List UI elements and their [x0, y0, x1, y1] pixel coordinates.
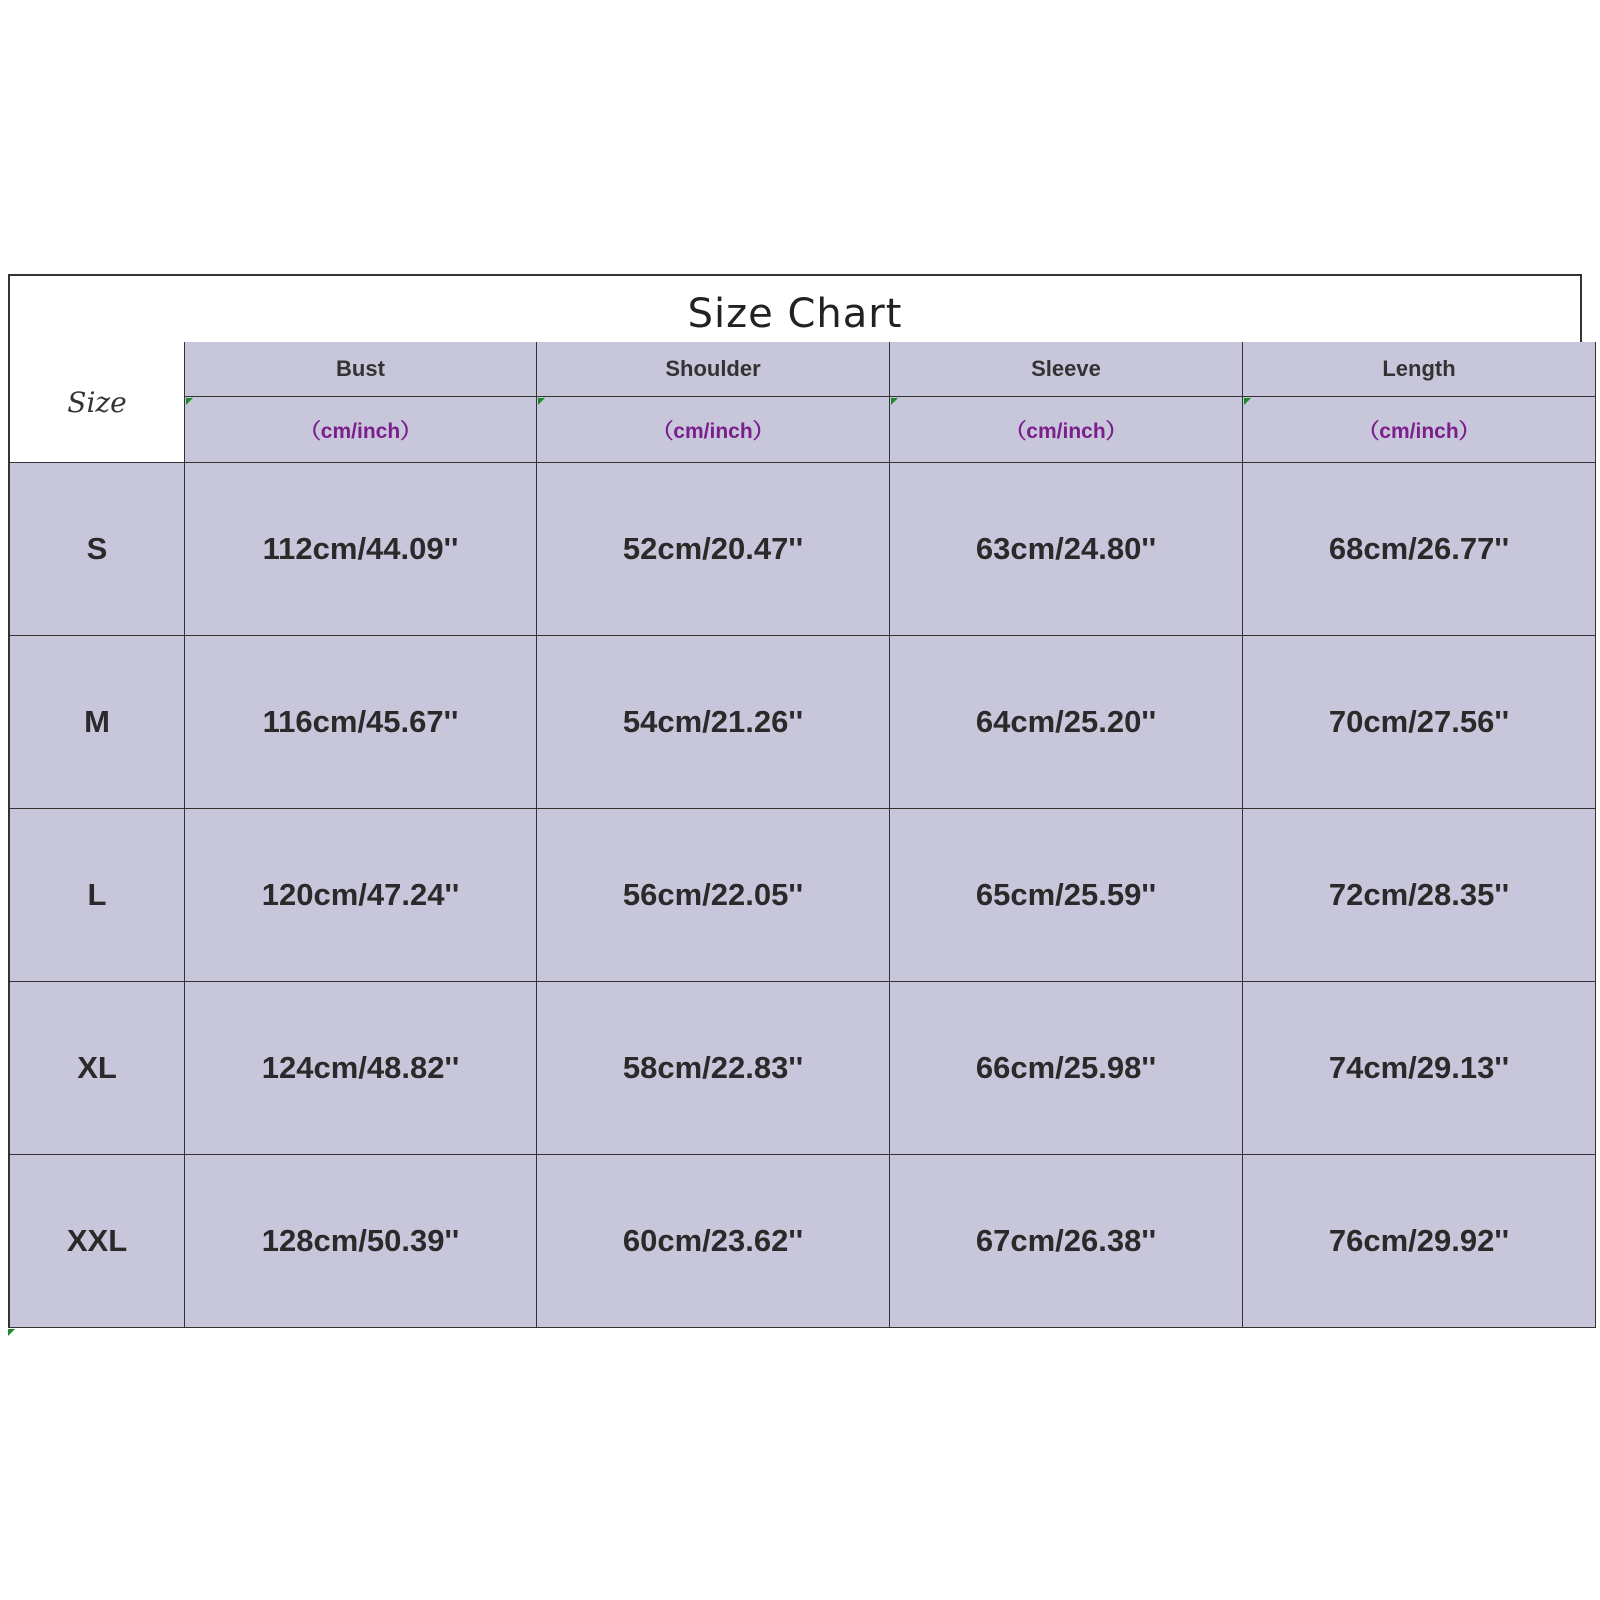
- cell-value: 70cm/27.56'': [1328, 704, 1510, 739]
- size-column-header: [8, 342, 185, 463]
- unit-label: （cm/inch）: [299, 419, 422, 443]
- size-label: XL: [77, 1050, 117, 1085]
- table-cell: [890, 1155, 1243, 1328]
- column-header-sleeve: [890, 342, 1243, 397]
- unit-label: （cm/inch）: [1005, 419, 1127, 443]
- corner-marker: [891, 398, 898, 405]
- table-cell: [1243, 463, 1596, 636]
- size-label: S: [86, 531, 108, 566]
- cell-value: 116cm/45.67'': [262, 704, 459, 739]
- column-label: Length: [1382, 356, 1456, 381]
- chart-title: Size Chart: [687, 291, 903, 337]
- cell-value: 60cm/23.62'': [622, 1223, 804, 1258]
- size-table: [8, 342, 1582, 1332]
- cell-value: 72cm/28.35'': [1328, 877, 1510, 912]
- table-cell: [185, 1155, 537, 1328]
- size-label: XXL: [66, 1223, 128, 1258]
- table-cell: [537, 463, 890, 636]
- table-cell: [890, 463, 1243, 636]
- corner-marker: [8, 1329, 15, 1336]
- cell-value: 67cm/26.38'': [975, 1223, 1157, 1258]
- table-cell: [537, 809, 890, 982]
- unit-label: （cm/inch）: [1358, 419, 1480, 443]
- unit-header-length: [1243, 397, 1596, 463]
- size-chart: [8, 274, 1582, 1332]
- cell-value: 76cm/29.92'': [1328, 1223, 1510, 1258]
- table-cell: [185, 982, 537, 1155]
- unit-header-bust: [185, 397, 537, 463]
- cell-value: 112cm/44.09'': [262, 531, 459, 566]
- cell-value: 63cm/24.80'': [975, 531, 1157, 566]
- cell-value: 56cm/22.05'': [622, 877, 804, 912]
- table-cell: [185, 463, 537, 636]
- table-cell: [890, 982, 1243, 1155]
- table-cell: [1243, 809, 1596, 982]
- cell-value: 65cm/25.59'': [975, 877, 1157, 912]
- table-cell: [185, 809, 537, 982]
- cell-value: 52cm/20.47'': [622, 531, 804, 566]
- table-cell: [537, 1155, 890, 1328]
- table-cell: [1243, 982, 1596, 1155]
- unit-header-shoulder: [537, 397, 890, 463]
- cell-value: 74cm/29.13'': [1328, 1050, 1510, 1085]
- table-cell: [185, 636, 537, 809]
- cell-value: 128cm/50.39'': [261, 1223, 460, 1258]
- table-cell: [890, 636, 1243, 809]
- size-label: L: [87, 877, 107, 912]
- corner-marker: [1244, 398, 1251, 405]
- column-header-length: [1243, 342, 1596, 397]
- column-label: Bust: [336, 356, 385, 381]
- corner-marker: [186, 398, 193, 405]
- size-cell-s: [8, 463, 185, 636]
- cell-value: 124cm/48.82'': [261, 1050, 460, 1085]
- column-label: Sleeve: [1031, 356, 1101, 381]
- size-cell-xxl: [8, 1155, 185, 1328]
- size-cell-l: [8, 809, 185, 982]
- table-cell: [1243, 1155, 1596, 1328]
- size-cell-xl: [8, 982, 185, 1155]
- table-cell: [537, 982, 890, 1155]
- column-header-shoulder: [537, 342, 890, 397]
- cell-value: 54cm/21.26'': [622, 704, 804, 739]
- title-row: [8, 274, 1582, 344]
- size-header-label: Size: [67, 385, 127, 419]
- table-cell: [1243, 636, 1596, 809]
- table-cell: [537, 636, 890, 809]
- cell-value: 58cm/22.83'': [622, 1050, 804, 1085]
- corner-marker: [538, 398, 545, 405]
- cell-value: 64cm/25.20'': [975, 704, 1157, 739]
- table-cell: [890, 809, 1243, 982]
- unit-header-sleeve: [890, 397, 1243, 463]
- column-header-bust: [185, 342, 537, 397]
- cell-value: 120cm/47.24'': [261, 877, 460, 912]
- unit-label: （cm/inch）: [652, 419, 774, 443]
- column-label: Shoulder: [665, 356, 761, 381]
- size-label: M: [84, 704, 110, 739]
- size-cell-m: [8, 636, 185, 809]
- cell-value: 66cm/25.98'': [975, 1050, 1157, 1085]
- cell-value: 68cm/26.77'': [1328, 531, 1510, 566]
